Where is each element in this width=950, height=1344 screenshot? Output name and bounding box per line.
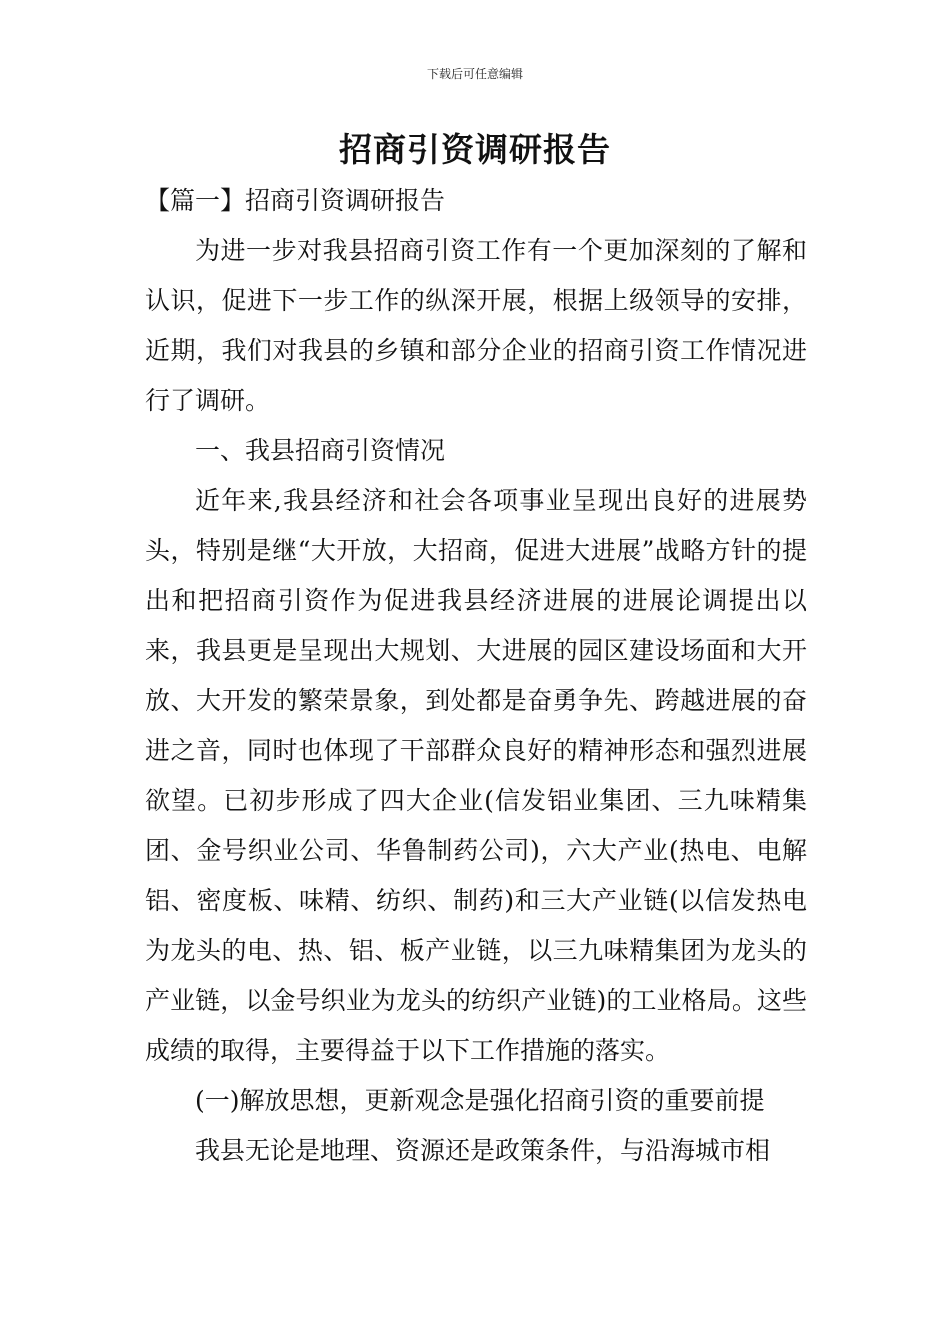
header-note: 下载后可任意编辑 [426, 67, 523, 81]
paragraph-intro: 为进一步对我县招商引资工作有一个更加深刻的了解和认识，促进下一步工作的纵深开展，根据上级领导的安排，近期，我们对我县的乡镇和部分企业的招商引资工作情况进行了调研。 [145, 236, 807, 415]
paragraph-conditions: 我县无论是地理、资源还是政策条件，与沿海城市相 [195, 1136, 771, 1165]
subheading-emancipate-mind: (一)解放思想，更新观念是强化招商引资的重要前提 [195, 1086, 765, 1115]
subheading-situation: 一、我县招商引资情况 [195, 436, 446, 465]
document-title: 招商引资调研报告 [339, 130, 611, 169]
document-body [145, 176, 807, 1176]
section-heading: 【篇一】招商引资调研报告 [145, 186, 446, 215]
paragraph-achievements: 近年来,我县经济和社会各项事业呈现出良好的进展势头，特别是继“大开放，大招商，促进大进展”战略方针的提出和把招商引资作为促进我县经济进展的进展论调提出以来，我县更是呈现出大规划、大进展的园区建设场面和大开放、大开发的繁荣景象，到处都是奋勇争先、跨越进展的奋进之音，同时也体现了干部群众良好的精神形态和强烈进展欲望。已初步形成了四大企业(信发铝业集团、三九味精集团、金号织业公司、华鲁制药公司)，六大产业(热电、电解铝、密度板、味精、纺织、制药)和三大产业链(以信发热电为龙头的电、热、铝、板产业链，以三九味精集团为龙头的产业链，以金号织业为龙头的纺织产业链)的工业格局。这些成绩的取得，主要得益于以下工作措施的落实。 [145, 486, 807, 1065]
